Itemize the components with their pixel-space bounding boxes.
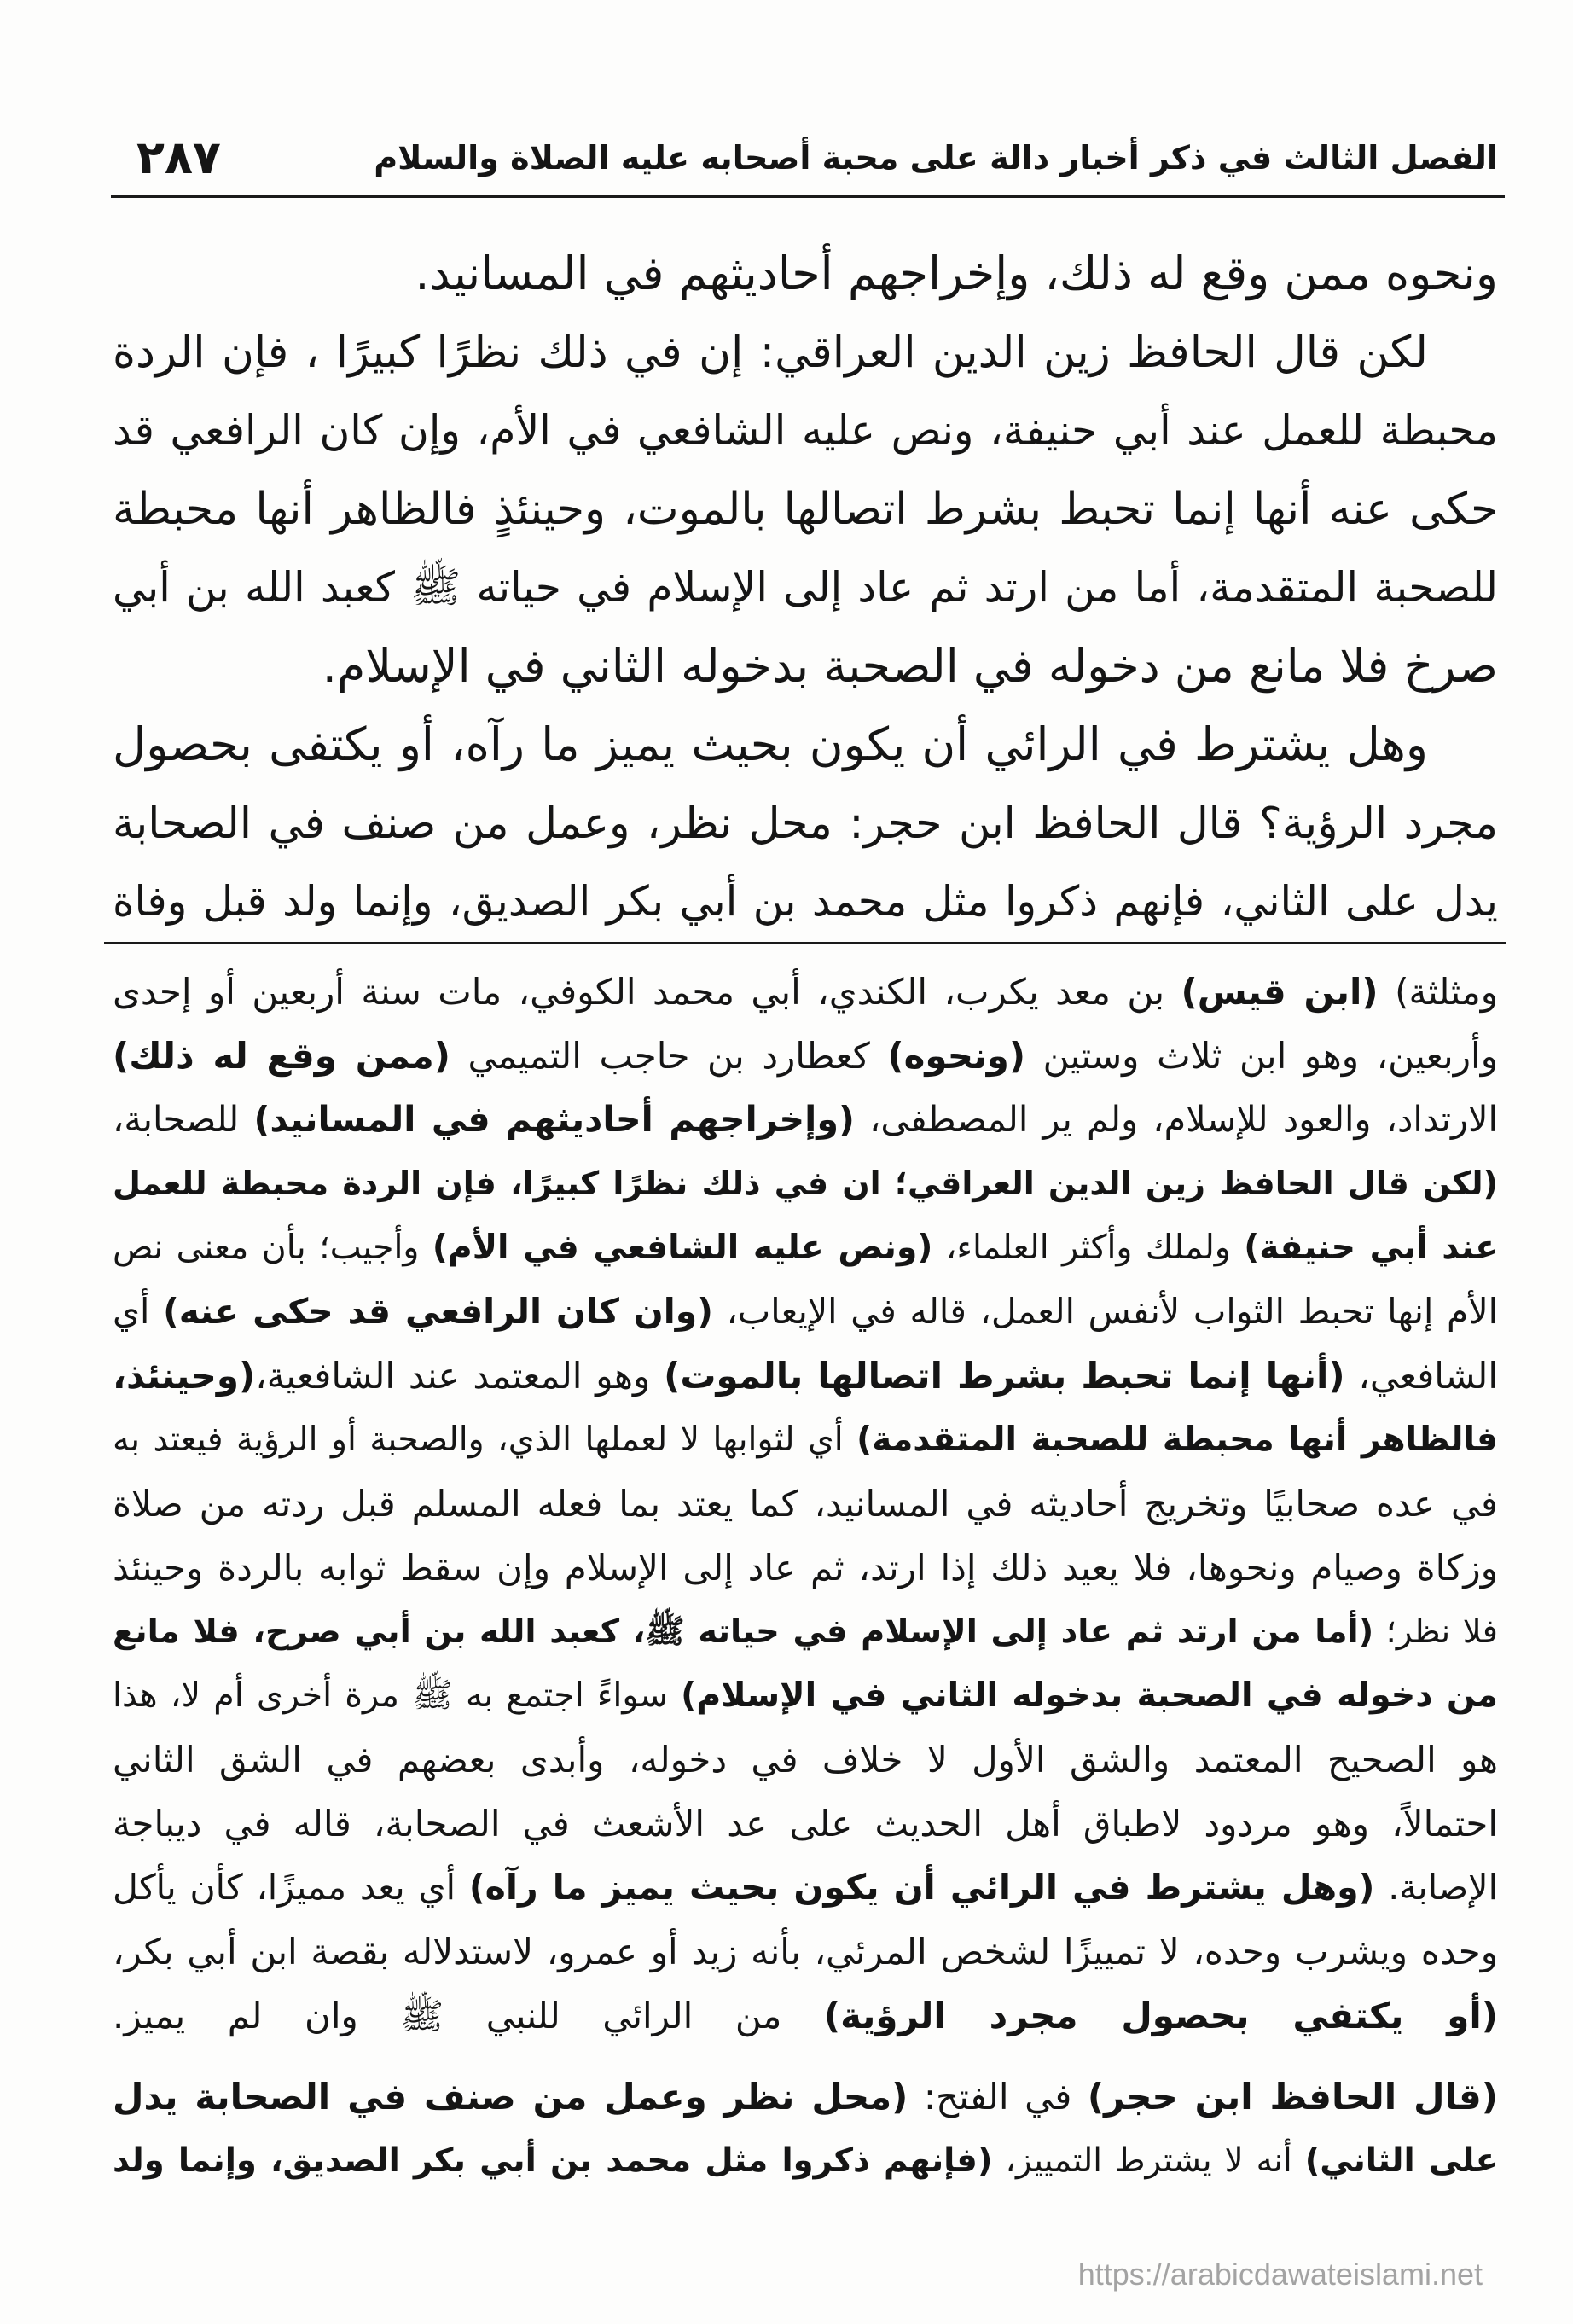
commentary-text: أنه لا يشترط التمييز، xyxy=(992,2141,1305,2180)
commentary-line xyxy=(113,1600,1498,1664)
main-text-line: يدل على الثاني، فإنهم ذكروا مثل محمد بن أبي بكر الصديق، وإنما ولد قبل وفاة xyxy=(113,877,1498,926)
commentary-line xyxy=(113,1280,1498,1344)
commentary-text: ولملك وأكثر العلماء، xyxy=(932,1228,1245,1267)
main-text xyxy=(113,235,1498,941)
commentary-line xyxy=(113,1408,1498,1472)
quoted-matn-text: (قال الحافظ ابن حجر) xyxy=(1087,2076,1498,2118)
commentary-line xyxy=(113,2065,1498,2129)
quoted-matn-text: فالظاهر أنها محبطة للصحبة المتقدمة) xyxy=(856,1421,1498,1459)
commentary-text: أي لثوابها لا لعملها الذي، والصحبة أو الرؤية فيعتد به xyxy=(113,1421,857,1459)
quoted-matn-text: (أو يكتفي بحصول مجرد الرؤية) xyxy=(823,1995,1498,2036)
quoted-matn-text: عند أبي حنيفة) xyxy=(1244,1228,1498,1267)
quoted-matn-text: (وان كان الرافعي قد حكى عنه) xyxy=(163,1291,713,1332)
quoted-matn-text: (فإنهم ذكروا مثل محمد بن أبي بكر الصديق، وإنما ولد xyxy=(113,2141,993,2180)
commentary-line xyxy=(113,1856,1498,1920)
commentary-text: من الرائي للنبي ﷺ وان لم يميز. xyxy=(113,1995,824,2036)
commentary-text: أي xyxy=(113,1291,164,1332)
commentary-line xyxy=(113,1152,1498,1216)
commentary-text: بن معد يكرب، الكندي، أبي محمد الكوفي، مات سنة أربعين أو إحدى xyxy=(113,971,1181,1013)
commentary-line xyxy=(113,1920,1498,1984)
commentary-line xyxy=(113,2129,1498,2193)
commentary-text: فلا نظر؛ xyxy=(1373,1612,1498,1651)
header-rule xyxy=(111,195,1505,198)
quoted-matn-text: (وإخراجهم أحاديثهم في المسانيد) xyxy=(253,1099,855,1140)
commentary-line xyxy=(113,960,1498,1024)
commentary-line xyxy=(113,1536,1498,1600)
commentary-line xyxy=(113,1664,1498,1728)
commentary-text: كعطارد بن حاجب التميمي xyxy=(450,1035,888,1077)
main-text-line: للصحبة المتقدمة، أما من ارتد ثم عاد إلى الإسلام في حياته ﷺ كعبد الله بن أبي xyxy=(113,563,1498,612)
quoted-matn-text: (ابن قيس) xyxy=(1181,971,1379,1013)
commentary-text: وأجيب؛ بأن معنى نص xyxy=(113,1228,432,1267)
commentary-text: في عده صحابيًا وتخريج أحاديثه في المسانيد، كما يعتد بما فعله المسلم قبل ردته من صلاة xyxy=(113,1483,1498,1525)
commentary-line xyxy=(113,1728,1498,1792)
commentary-line xyxy=(113,1472,1498,1536)
commentary-text: وهو المعتمد عند الشافعية، xyxy=(255,1355,665,1397)
quoted-matn-text: (أما من ارتد ثم عاد إلى الإسلام في حياته ﷺ، كعبد الله بن أبي صرح، فلا مانع xyxy=(113,1612,1374,1651)
commentary-text: وزكاة وصيام ونحوها، فلا يعيد ذلك إذا ارتد، ثم عاد إلى الإسلام وإن سقط ثوابه بالردة وحينئذ xyxy=(113,1547,1498,1589)
commentary-text: الارتداد، والعود للإسلام، ولم ير المصطفى، xyxy=(854,1099,1498,1140)
commentary-text: سواءً اجتمع به ﷺ مرة أخرى أم لا، هذا xyxy=(113,1676,682,1715)
watermark-url: https://arabicdawateislami.net xyxy=(1077,2257,1483,2292)
quoted-matn-text: (ممن وقع له ذلك) xyxy=(113,1035,450,1077)
running-title: الفصل الثالث في ذكر أخبار دالة على محبة أصحابه عليه الصلاة والسلام xyxy=(374,139,1498,177)
commentary-line xyxy=(113,1024,1498,1088)
commentary-text: احتمالاً، وهو مردود لاطباق أهل الحديث على عد الأشعث في الصحابة، قاله في ديباجة xyxy=(113,1803,1498,1845)
quoted-matn-text: (أنها إنما تحبط بشرط اتصالها بالموت) xyxy=(664,1355,1345,1397)
quoted-matn-text: (وحينئذ، xyxy=(113,1355,256,1397)
commentary-line xyxy=(113,1088,1498,1152)
commentary-line xyxy=(113,1984,1498,2048)
main-text-line: حكى عنه أنها إنما تحبط بشرط اتصالها بالموت، وحينئذٍ فالظاهر أنها محبطة xyxy=(113,484,1498,535)
commentary-text: هو الصحيح المعتمد والشق الأول لا خلاف في دخوله، وأبدى بعضهم في الشق الثاني xyxy=(113,1739,1498,1781)
main-text-line: ونحوه ممن وقع له ذلك، وإخراجهم أحاديثهم في المسانيد. xyxy=(415,247,1498,300)
quoted-matn-text: على الثاني) xyxy=(1304,2141,1498,2180)
main-text-line: صرخ فلا مانع من دخوله في الصحبة بدخوله الثاني في الإسلام. xyxy=(322,639,1498,693)
commentary-text: الإصابة. xyxy=(1374,1867,1498,1908)
commentary-text: للصحابة، xyxy=(113,1099,254,1140)
commentary-text: أي يعد مميزًا، كأن يأكل xyxy=(113,1867,469,1908)
main-text-line: مجرد الرؤية؟ قال الحافظ ابن حجر: محل نظر، وعمل من صنف في الصحابة xyxy=(113,798,1498,848)
commentary-text: وحده ويشرب وحده، لا تمييزًا لشخص المرئي، بأنه زيد أو عمرو، لاستدلاله بقصة ابن أبي بكر، xyxy=(113,1931,1498,1972)
commentary-text: وأربعين، وهو ابن ثلاث وستين xyxy=(1025,1035,1498,1077)
quoted-matn-text: (محل نظر وعمل من صنف في الصحابة يدل xyxy=(113,2076,908,2118)
main-text-line: محبطة للعمل عند أبي حنيفة، ونص عليه الشافعي في الأم، وإن كان الرافعي قد xyxy=(113,407,1498,455)
commentary-line xyxy=(113,1344,1498,1408)
commentary-line xyxy=(113,1216,1498,1280)
commentary-line xyxy=(113,1792,1498,1856)
commentary-text: في الفتح: xyxy=(908,2076,1088,2118)
quoted-matn-text: من دخوله في الصحبة بدخوله الثاني في الإسلام) xyxy=(681,1676,1498,1715)
quoted-matn-text: (ونحوه) xyxy=(887,1035,1026,1077)
commentary-text: الشافعي، xyxy=(1344,1355,1498,1397)
main-text-line: لكن قال الحافظ زين الدين العراقي: إن في ذلك نظرًا كبيرًا ، فإن الردة xyxy=(113,327,1428,378)
commentary xyxy=(113,960,1498,2048)
page-number: ٢٨٧ xyxy=(136,131,221,184)
quoted-matn-text: (وهل يشترط في الرائي أن يكون بحيث يميز ما رآه) xyxy=(468,1867,1375,1908)
quoted-matn-text: (ونص عليه الشافعي في الأم) xyxy=(432,1228,933,1267)
main-text-line: وهل يشترط في الرائي أن يكون بحيث يميز ما رآه، أو يكتفى بحصول xyxy=(113,718,1428,771)
commentary-text: الأم إنها تحبط الثواب لأنفس العمل، قاله في الإيعاب، xyxy=(712,1291,1499,1332)
commentary-text: ومثلثة) xyxy=(1378,971,1499,1013)
quoted-matn-text: (لكن قال الحافظ زين الدين العراقي؛ ان في ذلك نظرًا كبيرًا، فإن الردة محبطة للعمل xyxy=(113,1165,1498,1202)
commentary-paragraph xyxy=(113,2065,1498,2193)
commentary-separator-rule xyxy=(104,942,1506,944)
